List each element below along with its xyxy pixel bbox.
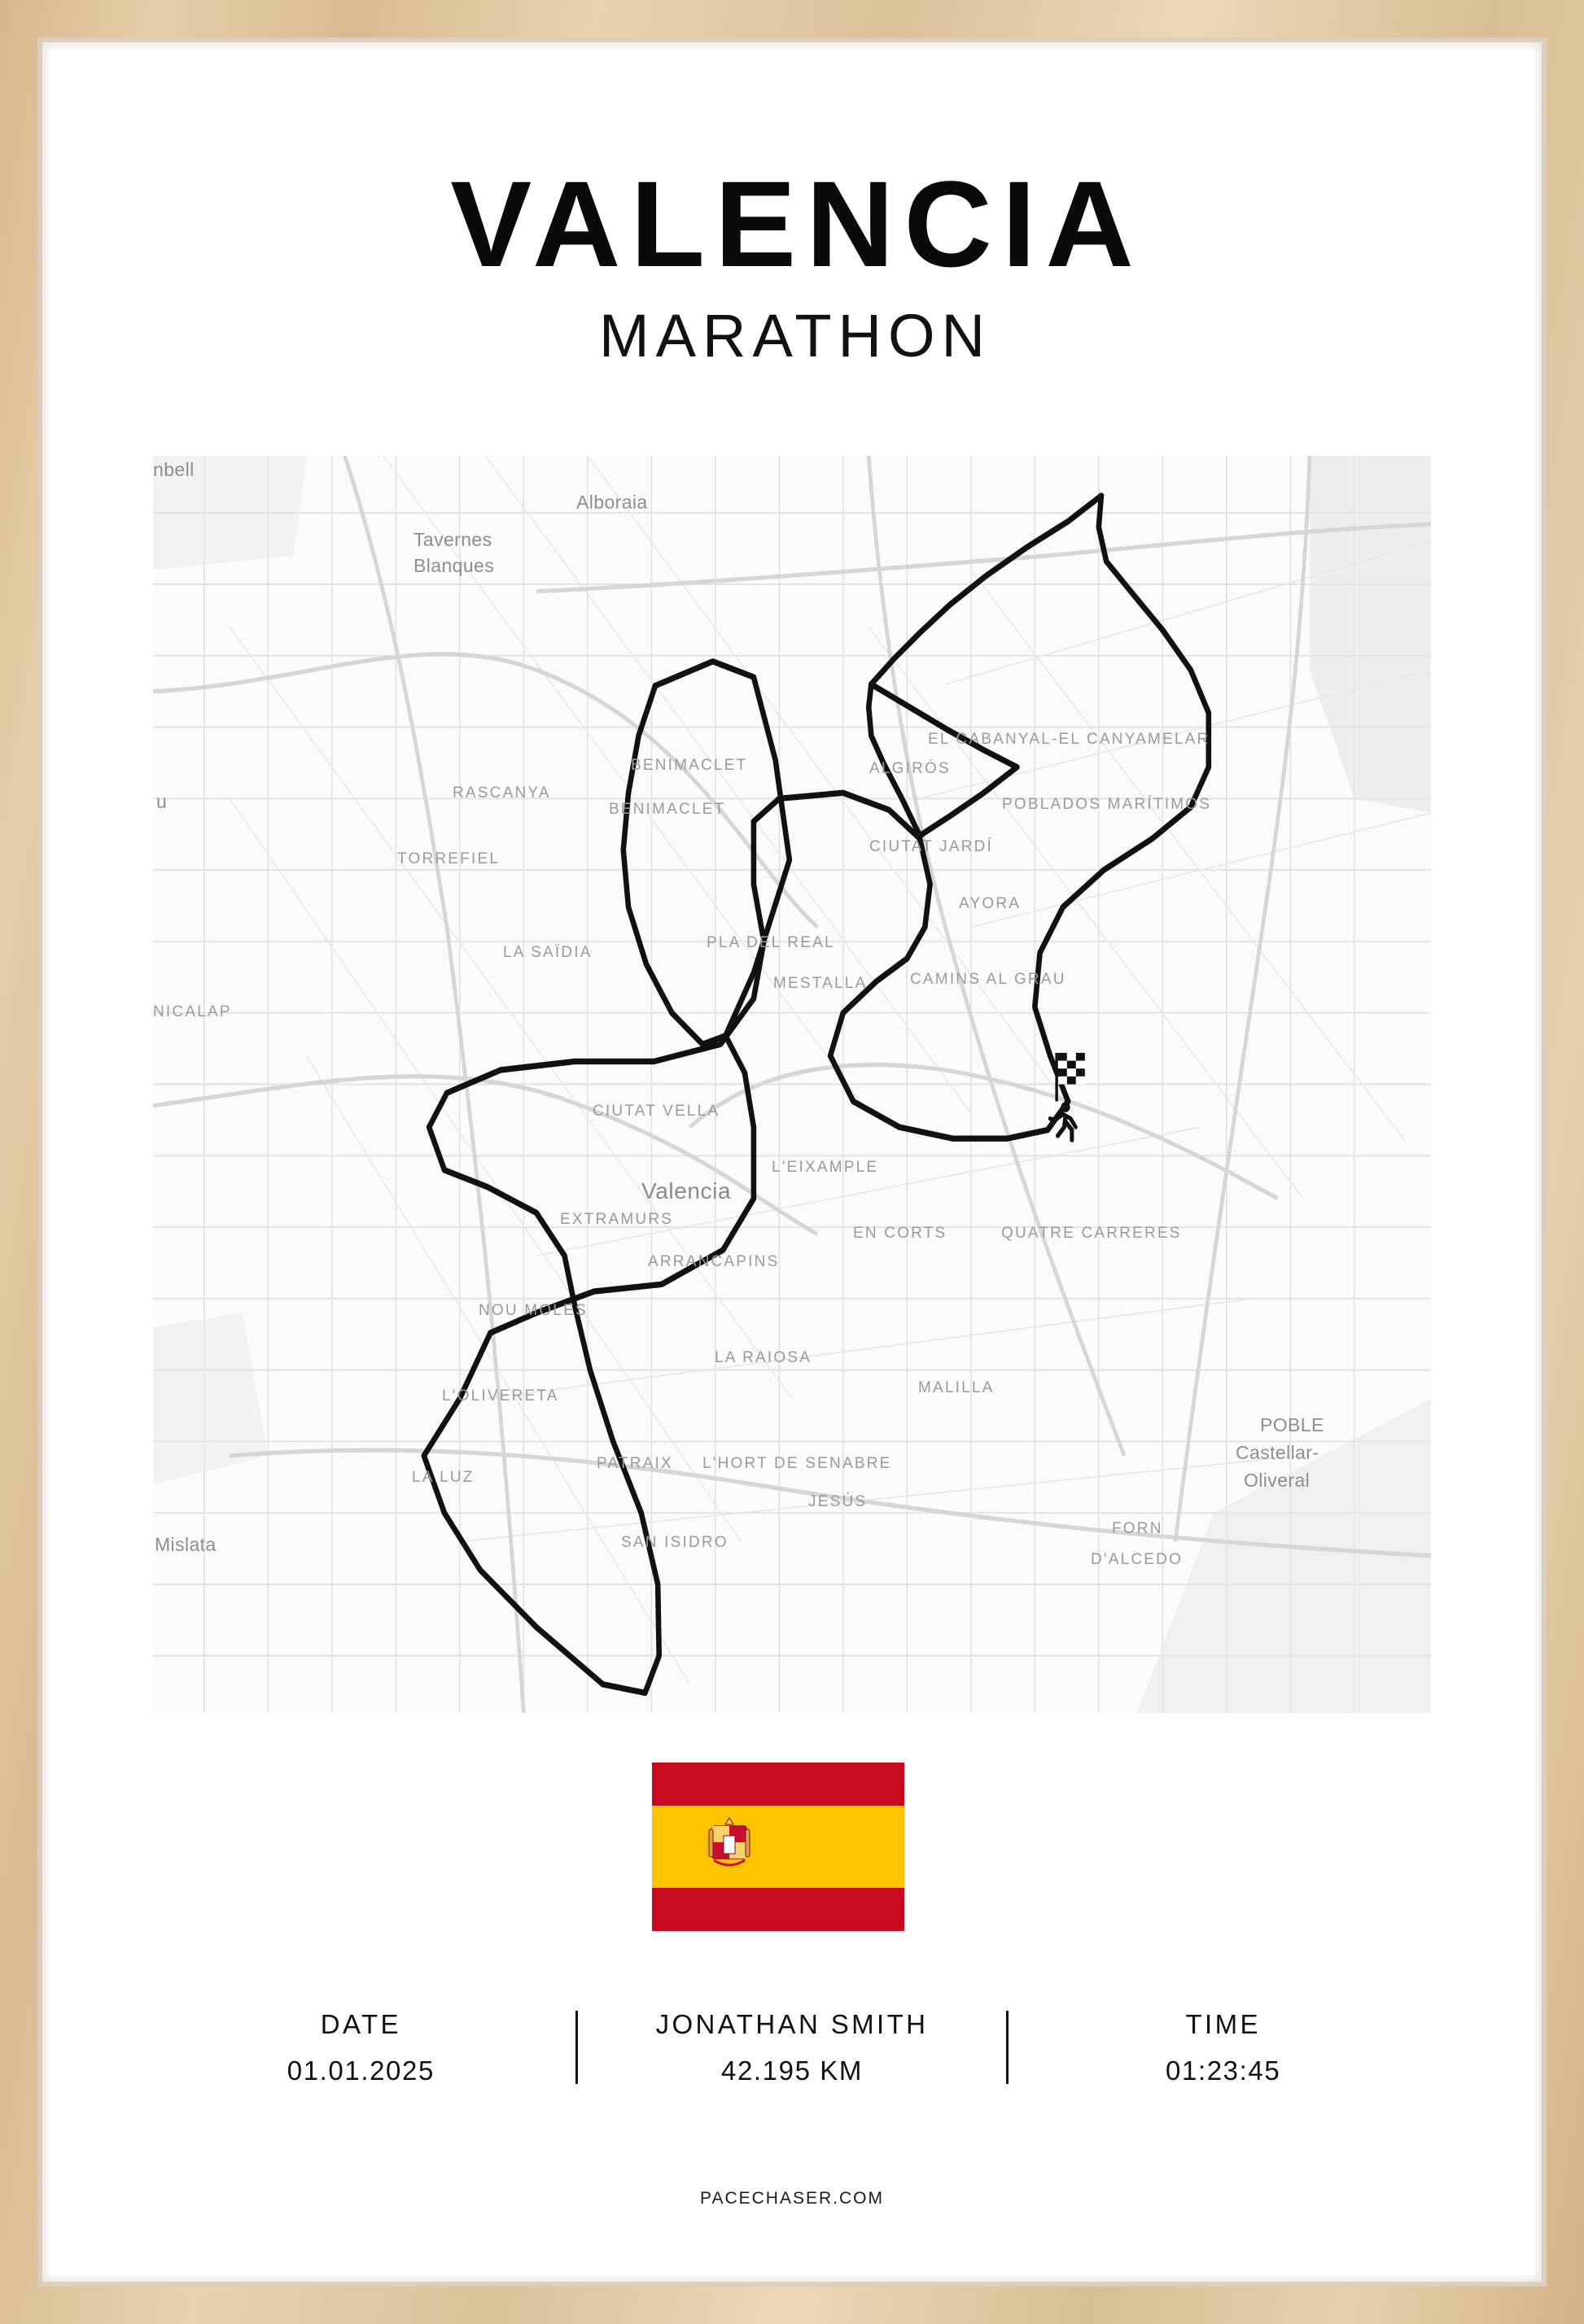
map-district-label: POBLADOS MARÍTIMOS	[1002, 796, 1212, 813]
map-district-label: FORN	[1112, 1520, 1163, 1537]
map-district-label: LA SAÏDIA	[503, 944, 593, 961]
map-district-label: AYORA	[959, 895, 1022, 912]
time-value: 01:23:45	[1166, 2055, 1281, 2086]
map-district-label: BENIMACLET	[609, 801, 726, 818]
map-district-label: ARRANCAPINS	[648, 1253, 780, 1270]
map-town-label: Alboraia	[576, 491, 648, 513]
map-district-label: D'ALCEDO	[1091, 1551, 1184, 1568]
map-district-label: NOU MOLES	[479, 1302, 588, 1319]
map-district-label: L'EIXAMPLE	[772, 1159, 879, 1176]
map-town-label: Oliveral	[1244, 1470, 1311, 1491]
map-district-label: EL CABANYAL-EL CANYAMELAR	[928, 731, 1210, 748]
map-district-label: LA RAIOSA	[715, 1349, 812, 1366]
map-district-label: L'HORT DE SENABRE	[702, 1455, 892, 1472]
coat-of-arms-icon	[707, 1815, 751, 1875]
stat-time	[1009, 2011, 1437, 2084]
time-label: TIME	[1185, 2009, 1261, 2039]
map-district-label: ALGIRÓS	[869, 760, 951, 777]
map-town-label: u	[156, 791, 168, 812]
distance-value: 42.195 KM	[721, 2055, 864, 2086]
map-district-label: EN CORTS	[853, 1225, 947, 1242]
map-district-label: MESTALLA	[773, 975, 868, 992]
poster-canvas	[49, 49, 1535, 2275]
map-district-label: CIUTAT VELLA	[593, 1103, 720, 1120]
map-town-label: nbell	[153, 459, 195, 480]
route-map	[153, 456, 1431, 1713]
stat-runner	[578, 2011, 1007, 2084]
spain-flag	[652, 1763, 904, 1931]
flag-band-red-top	[652, 1763, 904, 1806]
page-title: VALENCIA	[450, 155, 1144, 292]
map-district-label: MALILLA	[918, 1379, 995, 1396]
map-district-label: PLA DEL REAL	[707, 934, 835, 951]
map-district-label: CIUTAT JARDÍ	[869, 838, 994, 855]
page-subtitle: MARATHON	[599, 302, 991, 369]
flag-band-red-bottom	[652, 1888, 904, 1931]
title-block	[49, 155, 1535, 369]
map-district-label: RASCANYA	[453, 784, 551, 802]
runner-name: JONATHAN SMITH	[655, 2009, 929, 2039]
date-label: DATE	[320, 2009, 401, 2039]
map-town-label: Blanques	[414, 555, 495, 576]
map-district-label: TORREFIEL	[397, 850, 501, 867]
date-value: 01.01.2025	[287, 2055, 435, 2086]
map-district-label: JESÚS	[808, 1493, 868, 1510]
map-town-label: Tavernes	[414, 529, 492, 550]
map-district-label: BENIMACLET	[631, 757, 748, 774]
stat-date	[147, 2011, 575, 2084]
map-district-label: SAN ISIDRO	[621, 1534, 729, 1551]
map-town-label: Mislata	[155, 1534, 217, 1555]
flag-band-yellow	[652, 1806, 904, 1888]
map-district-label: EXTRAMURS	[560, 1211, 674, 1228]
map-district-label: LA LUZ	[412, 1469, 475, 1486]
map-district-label: CAMINS AL GRAU	[910, 971, 1066, 988]
map-district-label: QUATRE CARRERES	[1001, 1225, 1182, 1242]
map-district-label: NICALAP	[153, 1003, 232, 1020]
stats-row	[147, 1999, 1437, 2096]
map-town-label: Castellar-	[1236, 1442, 1319, 1463]
map-district-label: PATRAIX	[597, 1455, 673, 1472]
website-credit: PACECHASER.COM	[700, 2189, 884, 2208]
map-svg	[153, 456, 1431, 1713]
map-city-label: Valencia	[641, 1178, 732, 1204]
map-district-label: L'OLIVERETA	[442, 1387, 559, 1404]
map-town-label: POBLE	[1260, 1414, 1324, 1435]
